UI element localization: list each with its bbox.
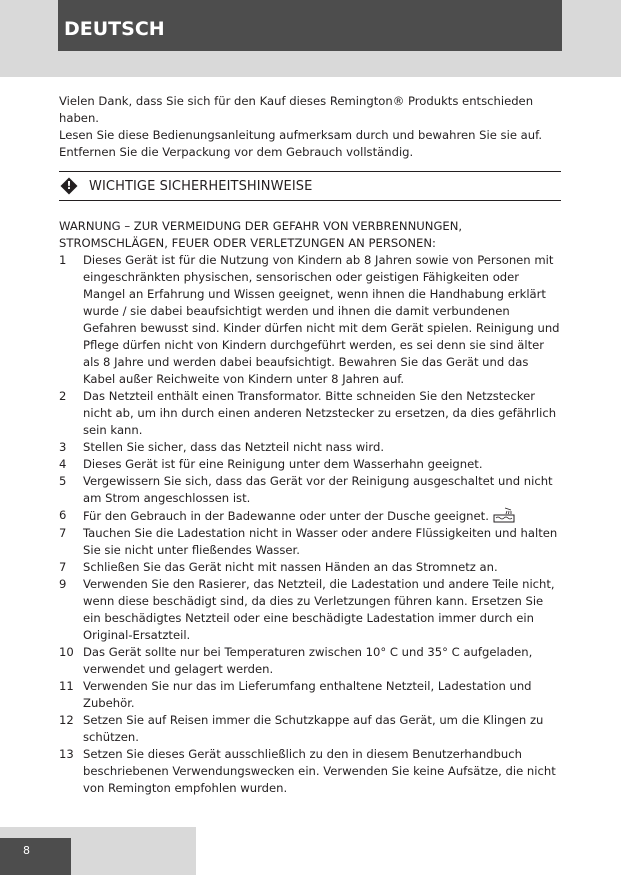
warning-diamond-icon: ! — [61, 178, 77, 194]
list-item: 13 Setzen Sie dieses Gerät ausschließlich zu den in diesem Benutzerhandbuch beschriebenen Verwendungswecken ein. Verwenden Sie keine Aufsätze, die nicht von Remington empfohlen wurden. — [59, 747, 556, 795]
list-item: 2 Das Netzteil enthält einen Transformator. Bitte schneiden Sie den Netzstecker nicht ab, um ihn durch einen anderen Netzstecker zu ersetzen, da dies gefährlich sein kann. — [59, 389, 557, 437]
list-item: 4 Dieses Gerät ist für eine Reinigung unter dem Wasserhahn geeignet. — [59, 457, 483, 471]
list-item: 1 Dieses Gerät ist für die Nutzung von Kindern ab 8 Jahren sowie von Personen mit eingeschränkten physischen, sensorischen oder geistigen Fähigkeiten oder Mangel an Erfahrung und Wissen geeignet, wenn ihnen die Handhabung erklärt wurde / sie dabei beaufsichtigt werden und ihnen die damit verbundenen Gefahren bewusst sind. Kinder dürfen nicht mit dem Gerät spielen. Reinigung und Pflege dürfen nicht von Kindern durchgeführt werden, es sei denn sie sind älter als 8 Jahre und werden dabei beaufsichtigt. Bewahren Sie das Gerät und das Kabel außer Reichweite von Kindern unter 8 Jahren auf. — [59, 253, 560, 386]
list-item: 3 Stellen Sie sicher, dass das Netzteil nicht nass wird. — [59, 440, 385, 454]
intro-instructions: Lesen Sie diese Bedienungsanleitung aufmerksam durch und bewahren Sie sie auf. Entfernen Sie die Verpackung vor dem Gebrauch vollständig. — [59, 128, 543, 159]
section-title: WICHTIGE SICHERHEITSHINWEISE — [89, 178, 313, 194]
list-item: 6 Für den Gebrauch in der Badewanne oder unter der Dusche geeignet. — [59, 507, 561, 525]
safety-list — [59, 252, 561, 797]
page-number: 8 — [0, 838, 71, 875]
list-item: 10 Das Gerät sollte nur bei Temperaturen zwischen 10° C und 35° C aufgeladen, verwendet und gelagert werden. — [59, 645, 533, 676]
warning-text: WARNUNG – ZUR VERMEIDUNG DER GEFAHR VON VERBRENNUNGEN, STROMSCHLÄGEN, FEUER ODER VERLETZUNGEN AN PERSONEN: — [59, 219, 463, 250]
safety-section-header — [59, 171, 561, 201]
list-item: 12 Setzen Sie auf Reisen immer die Schutzkappe auf das Gerät, um die Klingen zu schützen. — [59, 713, 544, 744]
list-item: 9 Verwenden Sie den Rasierer, das Netzteil, die Ladestation und andere Teile nicht, wenn diese beschädigt sind, da dies zu Verletzungen führen kann. Ersetzen Sie ein beschädigtes Netzteil oder eine beschädigte Ladestation immer durch ein Original-Ersatzteil. — [59, 577, 555, 642]
list-item: 7 Schließen Sie das Gerät nicht mit nassen Händen an das Stromnetz an. — [59, 560, 498, 574]
list-item: 7 Tauchen Sie die Ladestation nicht in Wasser oder andere Flüssigkeiten und halten Sie sie nicht unter fließendes Wasser. — [59, 526, 558, 557]
list-item: 5 Vergewissern Sie sich, dass das Gerät vor der Reinigung ausgeschaltet und nicht am Strom angeschlossen ist. — [59, 474, 553, 505]
intro-thanks: Vielen Dank, dass Sie sich für den Kauf dieses Remington® Produkts entschieden haben. — [59, 94, 534, 125]
page-content — [59, 93, 561, 797]
intro — [59, 93, 561, 161]
language-title: DEUTSCH — [58, 0, 562, 51]
shower-bath-icon — [493, 507, 515, 523]
list-item: 11 Verwenden Sie nur das im Lieferumfang enthaltene Netzteil, Ladestation und Zubehör. — [59, 679, 532, 710]
